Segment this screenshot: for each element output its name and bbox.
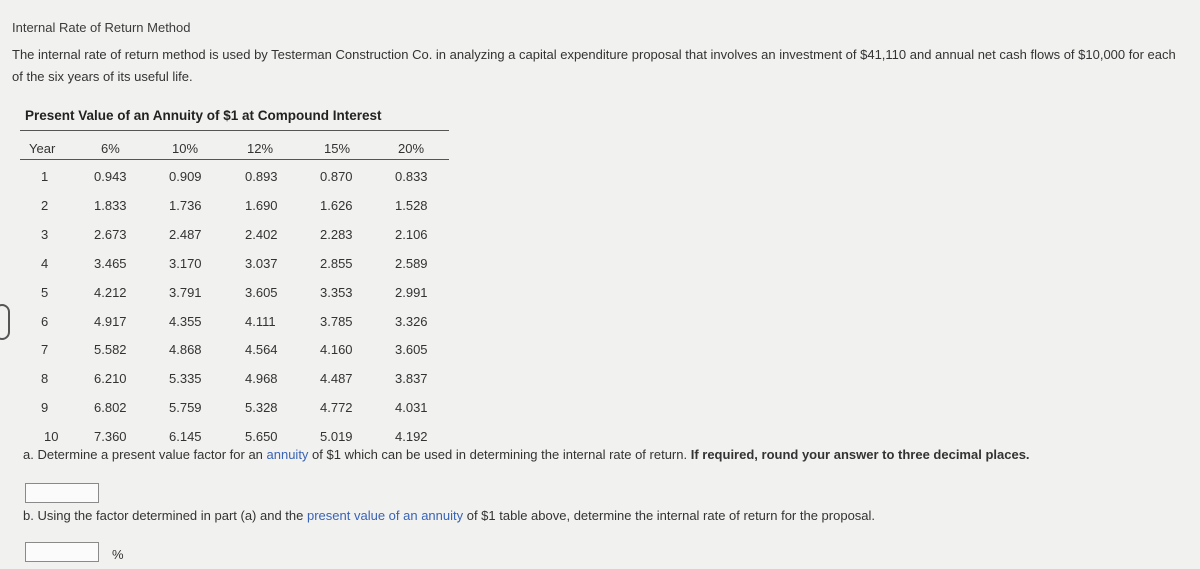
table-value-cell: 0.909 <box>169 169 202 184</box>
table-value-cell: 0.870 <box>320 169 353 184</box>
table-title: Present Value of an Annuity of $1 at Compound Interest <box>25 108 382 123</box>
table-value-cell: 2.991 <box>395 284 428 300</box>
table-value-cell: 2.855 <box>320 255 353 271</box>
table-value-cell: 6.145 <box>169 429 202 445</box>
table-value-cell: 4.031 <box>395 400 428 416</box>
question-b-suffix: of $1 table above, determine the internal rate of return for the proposal. <box>463 508 876 523</box>
percent-unit: % <box>112 547 124 562</box>
table-value-cell: 5.759 <box>169 400 202 416</box>
header-12pct: 12% <box>247 141 274 156</box>
table-value-cell: 2.673 <box>94 226 127 242</box>
header-20pct: 20% <box>398 141 425 156</box>
header-10pct: 10% <box>172 141 199 156</box>
question-a-middle: of $1 which can be used in determining the internal rate of return. <box>308 447 691 462</box>
table-value-cell: 0.943 <box>94 169 127 184</box>
question-b <box>23 508 875 523</box>
page-title: Internal Rate of Return Method <box>12 20 191 35</box>
table-value-cell: 5.328 <box>245 400 278 416</box>
table-value-cell: 4.111 <box>245 313 276 329</box>
table-value-cell: 0.893 <box>245 169 278 184</box>
table-value-cell: 1.833 <box>94 197 127 213</box>
table-value-cell: 3.785 <box>320 313 353 329</box>
table-year-cell: 2 <box>41 197 49 213</box>
table-value-cell: 6.802 <box>94 400 127 416</box>
header-15pct: 15% <box>324 141 351 156</box>
table-value-cell: 2.106 <box>395 226 428 242</box>
table-value-cell: 4.968 <box>245 371 278 387</box>
table-year-cell: 1 <box>41 169 49 184</box>
table-value-cell: 3.605 <box>245 284 278 300</box>
table-year-cell: 8 <box>41 371 49 387</box>
annuity-glossary-link[interactable]: annuity <box>266 447 309 462</box>
table-value-cell: 1.690 <box>245 197 278 213</box>
table-value-cell: 5.019 <box>320 429 353 445</box>
table-value-cell: 3.791 <box>169 284 202 300</box>
table-value-cell: 7.360 <box>94 429 127 445</box>
table-value-cell: 2.283 <box>320 226 353 242</box>
table-value-cell: 4.868 <box>169 342 202 358</box>
table-top-rule <box>20 130 449 131</box>
question-a <box>23 447 1030 462</box>
table-value-cell: 4.772 <box>320 400 353 416</box>
table-year-cell: 4 <box>41 255 49 271</box>
table-value-cell: 4.212 <box>94 284 127 300</box>
table-value-cell: 4.192 <box>395 429 428 445</box>
table-year-cell: 9 <box>41 400 49 416</box>
problem-intro: The internal rate of return method is used by Testerman Construction Co. in analyzing a capital expenditure proposal that involves an investment of $41,110 and annual net cash flows of $10,000 for each of the six years of its useful life. <box>12 47 1176 84</box>
table-value-cell: 2.487 <box>169 226 202 242</box>
table-value-cell: 3.037 <box>245 255 278 271</box>
table-value-cell: 3.465 <box>94 255 127 271</box>
table-value-cell: 4.160 <box>320 342 353 358</box>
table-value-cell: 1.736 <box>169 197 202 213</box>
pv-annuity-glossary-link[interactable]: present value of an annuity <box>307 508 464 523</box>
table-value-cell: 1.626 <box>320 197 353 213</box>
left-edge-bracket <box>0 304 10 340</box>
table-value-cell: 2.402 <box>245 226 278 242</box>
question-a-prefix: a. Determine a present value factor for an <box>23 447 267 462</box>
table-value-cell: 4.917 <box>94 313 127 329</box>
table-year-cell: 7 <box>41 342 49 358</box>
table-value-cell: 5.650 <box>245 429 278 445</box>
question-b-prefix: b. Using the factor determined in part (a) and the <box>23 508 307 523</box>
table-value-cell: 5.335 <box>169 371 202 387</box>
answer-a-input[interactable] <box>25 483 99 503</box>
table-value-cell: 3.837 <box>395 371 428 387</box>
table-value-cell: 3.326 <box>395 313 428 329</box>
table-value-cell: 3.605 <box>395 342 428 358</box>
table-value-cell: 2.589 <box>395 255 428 271</box>
question-a-instruction: If required, round your answer to three decimal places. <box>690 447 1030 462</box>
table-year-cell: 5 <box>41 284 49 300</box>
table-value-cell: 1.528 <box>395 197 428 213</box>
table-year-cell: 3 <box>41 226 49 242</box>
table-year-cell: 10 <box>44 429 59 445</box>
table-year-cell: 6 <box>41 313 49 329</box>
table-value-cell: 0.833 <box>395 169 428 184</box>
table-value-cell: 4.487 <box>320 371 353 387</box>
table-value-cell: 6.210 <box>94 371 127 387</box>
table-value-cell: 4.355 <box>169 313 202 329</box>
table-header-rule <box>20 159 449 160</box>
table-value-cell: 3.170 <box>169 255 202 271</box>
header-6pct: 6% <box>101 141 120 156</box>
answer-b-input[interactable] <box>25 542 99 562</box>
table-value-cell: 5.582 <box>94 342 127 358</box>
table-value-cell: 4.564 <box>245 342 278 358</box>
header-year: Year <box>29 141 56 156</box>
table-value-cell: 3.353 <box>320 284 353 300</box>
